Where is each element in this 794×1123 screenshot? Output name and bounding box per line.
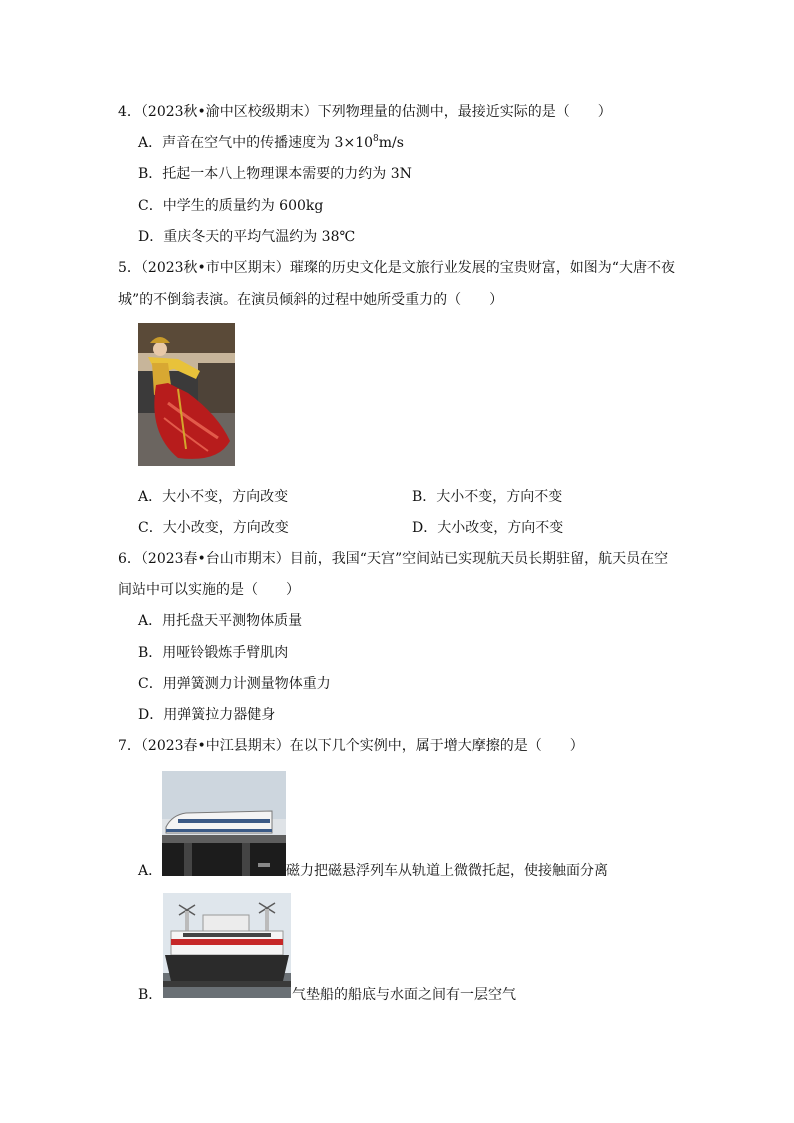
- question-4-stem: 4．（2023秋•渝中区校级期末）下列物理量的估测中，最接近实际的是（ ）: [118, 104, 612, 120]
- maglev-train-photo: [162, 771, 286, 876]
- question-4-option-b: B．托起一本八上物理课本需要的力约为 3N: [138, 166, 412, 182]
- maglev-train-illustration: [162, 771, 286, 876]
- tumbler-performer-illustration: [138, 323, 235, 466]
- hovercraft-illustration: [163, 893, 291, 998]
- question-4-option-a: A．声音在空气中的传播速度为 $3\times 10^8m/s$: [138, 134, 404, 151]
- question-4-option-d: D．重庆冬天的平均气温约为 38℃: [138, 229, 356, 245]
- question-7-option-b-text: 气垫船的船底与水面之间有一层空气: [292, 987, 516, 1003]
- question-6-stem-line2: 间站中可以实施的是（ ）: [118, 582, 300, 598]
- question-4-option-c: C．中学生的质量约为 600kg: [138, 198, 324, 214]
- tumbler-performer-photo: [138, 323, 235, 466]
- question-7-option-a-label: A．: [138, 863, 163, 879]
- question-5-stem-line2: 城”的不倒翁表演。在演员倾斜的过程中她所受重力的（ ）: [118, 292, 504, 308]
- question-6-option-a: A．用托盘天平测物体质量: [138, 613, 303, 629]
- question-7-stem: 7．（2023春•中江县期末）在以下几个实例中，属于增大摩擦的是（ ）: [118, 738, 584, 754]
- question-7-option-b-label: B．: [138, 987, 163, 1003]
- question-5-option-c: C．大小改变，方向改变: [138, 520, 289, 536]
- question-5-stem-line1: 5．（2023秋•市中区期末）璀璨的历史文化是文旅行业发展的宝贵财富，如图为“大唐不夜: [118, 260, 675, 276]
- question-5-option-d: D．大小改变，方向不变: [412, 520, 564, 536]
- question-6-option-b: B．用哑铃锻炼手臂肌肉: [138, 645, 289, 661]
- question-7-option-a-text: 磁力把磁悬浮列车从轨道上微微托起，使接触面分离: [286, 863, 608, 879]
- question-6-option-d: D．用弹簧拉力器健身: [138, 707, 276, 723]
- hovercraft-photo: [163, 893, 291, 998]
- question-5-option-a: A．大小不变，方向改变: [138, 489, 289, 505]
- question-6-option-c: C．用弹簧测力计测量物体重力: [138, 676, 331, 692]
- question-5-option-b: B．大小不变，方向不变: [412, 489, 563, 505]
- question-6-stem-line1: 6．（2023春•台山市期末）目前，我国“天宫”空间站已实现航天员长期驻留，航天员在空: [118, 551, 669, 567]
